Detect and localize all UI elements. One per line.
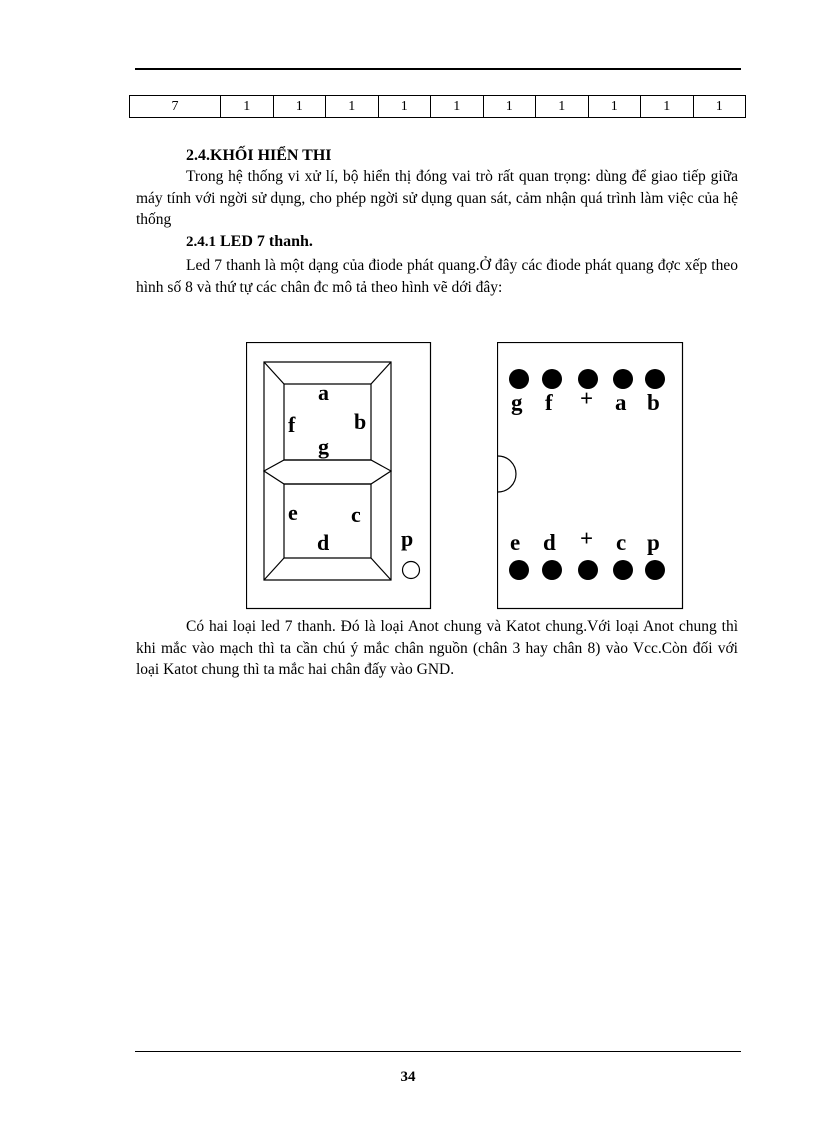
pin-dot (542, 369, 562, 389)
section-paragraph-text: Trong hệ thống vi xử lí, bộ hiển thị đóng vai trò rất quan trọng: dùng để giao tiếp giữa máy tính với ngời sử dụng, cho phép ngời sử dụng quan sát, cảm nhận quá trình làm việc của hệ thống (136, 168, 738, 228)
pin-label-bottom: p (647, 530, 660, 555)
header-rule (135, 68, 741, 70)
pin-label-top: b (647, 390, 660, 415)
label-f: f (288, 412, 296, 437)
pin-dot (613, 560, 633, 580)
pin-label-bottom: + (580, 526, 594, 551)
orientation-notch (498, 456, 516, 492)
label-g: g (318, 434, 329, 459)
pin-dot (645, 369, 665, 389)
subsection-title: LED 7 thanh. (220, 233, 313, 250)
pin-label-top: f (545, 390, 553, 415)
page-number: 34 (400, 1069, 416, 1085)
subsection-paragraph (136, 255, 738, 298)
label-c: c (351, 502, 361, 527)
pin-dot (578, 560, 598, 580)
label-e: e (288, 500, 298, 525)
pin-dot (613, 369, 633, 389)
truth-table-row (129, 95, 746, 118)
pin-dot (542, 560, 562, 580)
section-paragraph (136, 166, 738, 231)
table-cell: 7 (130, 96, 221, 118)
closing-paragraph (136, 616, 738, 681)
table-cell: 1 (536, 96, 589, 118)
pin-label-bottom: c (616, 530, 627, 555)
pin-dot (645, 560, 665, 580)
table-row (130, 96, 746, 118)
pin-label-bottom: d (543, 530, 556, 555)
seven-segment-pin-view (497, 342, 684, 610)
pin-dot (509, 560, 529, 580)
table-cell: 1 (641, 96, 694, 118)
table-cell: 1 (693, 96, 746, 118)
table-cell: 1 (221, 96, 274, 118)
table-cell: 1 (588, 96, 641, 118)
label-d: d (317, 530, 330, 555)
pin-label-top: + (580, 386, 594, 411)
pin-label-bottom: e (510, 530, 521, 555)
table-cell: 1 (273, 96, 326, 118)
pin-label-top: g (511, 390, 523, 415)
label-b: b (354, 409, 367, 434)
section-heading: 2.4.KHỐI HIỂN THI (186, 147, 332, 164)
subsection-heading (186, 233, 313, 251)
table-cell: 1 (378, 96, 431, 118)
segment-g (264, 460, 391, 484)
pin-dot (509, 369, 529, 389)
table-cell: 1 (326, 96, 379, 118)
decimal-point-dot (403, 562, 420, 579)
subsection-number: 2.4.1 (186, 234, 216, 250)
subsection-paragraph-text: Led 7 thanh là một dạng của điode phát quang.Ở đây các điode phát quang đợc xếp theo hình số 8 và thứ tự các chân đc mô tả theo hình vẽ dới đây: (136, 257, 738, 296)
label-p: p (401, 526, 414, 551)
footer-rule (135, 1051, 741, 1052)
label-a: a (318, 380, 329, 405)
seven-segment-front-view (246, 342, 432, 610)
table-cell: 1 (431, 96, 484, 118)
pin-label-top: a (615, 390, 627, 415)
table-cell: 1 (483, 96, 536, 118)
closing-paragraph-text: Có hai loại led 7 thanh. Đó là loại Anot chung và Katot chung.Với loại Anot chung thì khi mắc vào mạch thì ta cần chú ý mắc chân nguồn (chân 3 hay chân 8) vào Vcc.Còn đối với loại Katot chung thì ta mắc hai chân đấy vào GND. (136, 618, 738, 678)
